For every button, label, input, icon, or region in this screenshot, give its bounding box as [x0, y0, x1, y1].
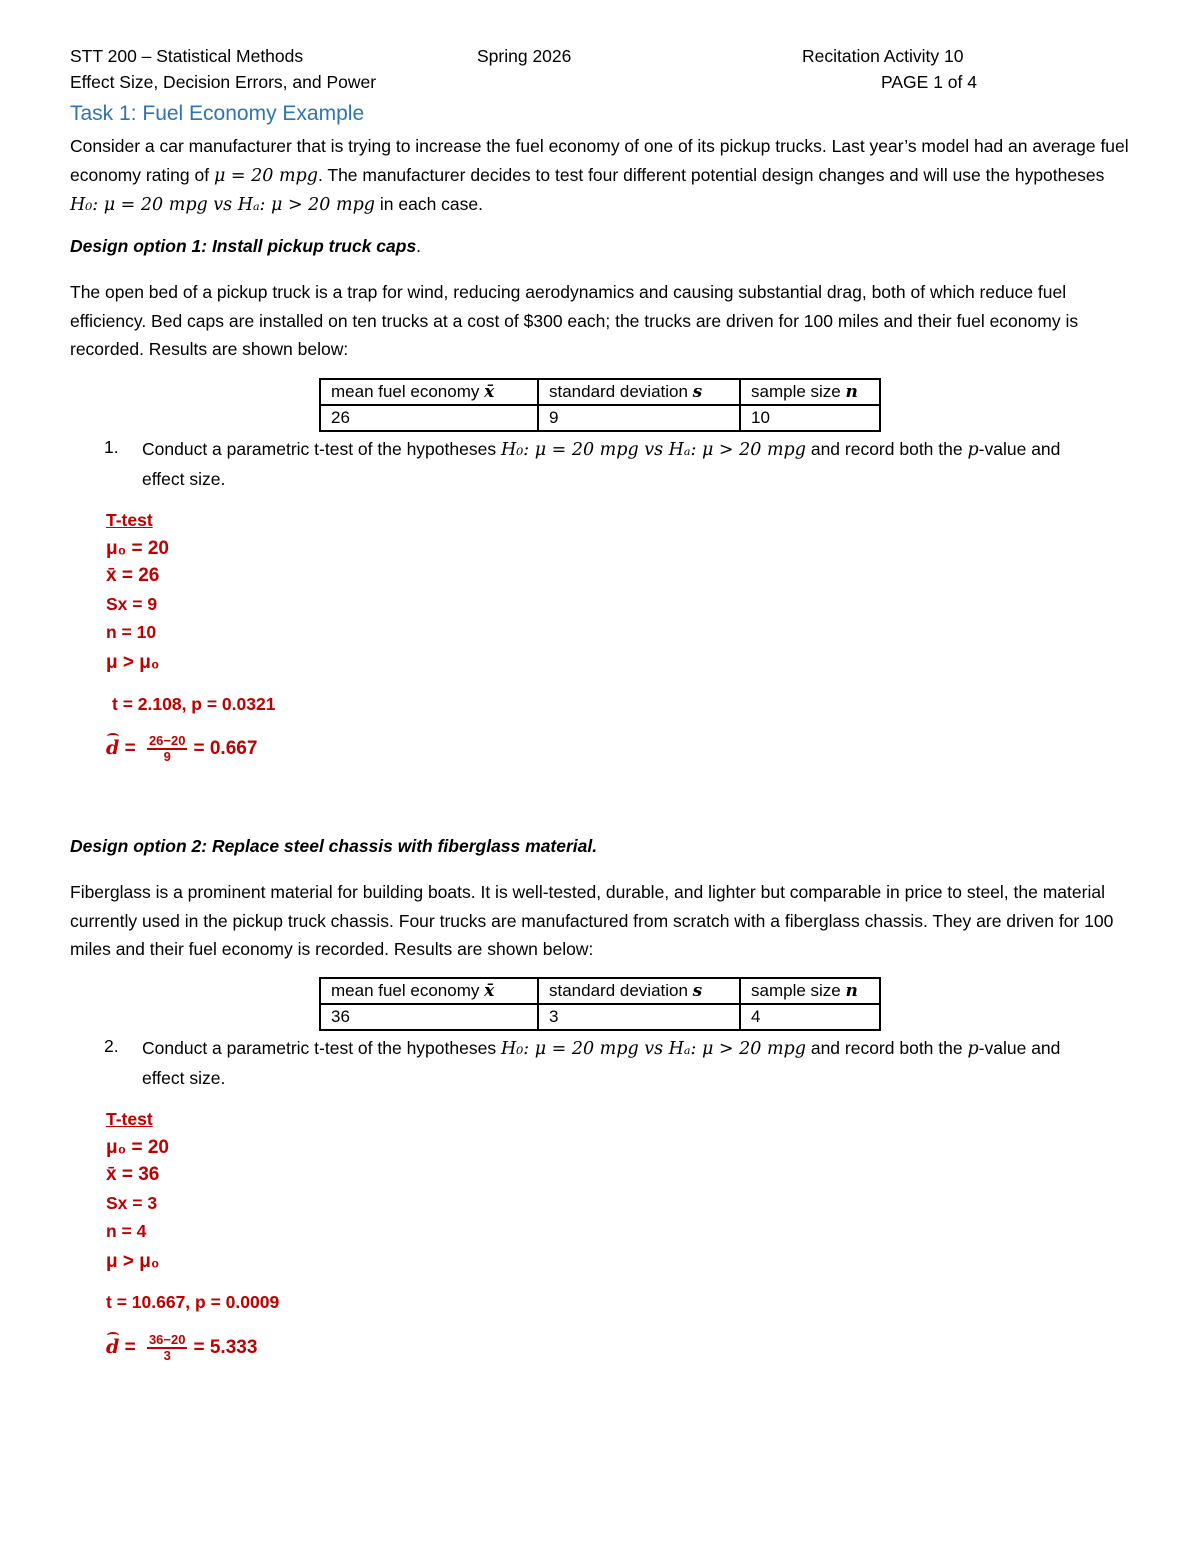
table-row [320, 1004, 880, 1030]
table-header-row [320, 978, 880, 1004]
option2-title-text: Design option 2: Replace steel chassis with fiberglass material [70, 836, 593, 856]
question2-number: 2. [104, 1036, 119, 1056]
header-mean-symbol: x̄ [484, 981, 495, 1001]
fraction-numerator: 26−20 [148, 733, 186, 748]
option2-table [319, 977, 881, 1031]
question1-p: p [967, 440, 979, 460]
intro-text-a: Consider a car manufacturer that is trying to increase the fuel economy of one of its pickup trucks. Last year’s model had an average fuel economy rating of [70, 136, 1129, 185]
option2-description: Fiberglass is a prominent material for building boats. It is well-tested, durable, and lighter but comparable in price to steel, the material currently used in the pickup truck chassis. Four trucks are manufactured from scratch with a fiberglass chassis. They are driven for 100 miles and their fuel economy is recorded. Results are shown below: [70, 882, 1114, 959]
header-sd-symbol: s [692, 382, 703, 402]
solution1-n: n = 10 [106, 622, 157, 642]
option2-title [70, 836, 597, 857]
table-header-row [320, 379, 880, 405]
intro-text-c: in each case. [375, 194, 483, 214]
task-intro [70, 132, 1132, 220]
page-number: PAGE 1 of 4 [881, 72, 977, 92]
header-mean-label: mean fuel economy [331, 981, 485, 1000]
activity-title: Recitation Activity 10 [802, 46, 964, 66]
option1-description: The open bed of a pickup truck is a trap for wind, reducing aerodynamics and causing substantial drag, both of which reduce fuel efficiency. Bed caps are installed on ten trucks at a cost of $300 each; the trucks are driven for 100 miles and their fuel economy is recorded. Results are shown below: [70, 282, 1079, 359]
option1-title-text: Design option 1: Install pickup truck caps [70, 236, 417, 256]
table-row [320, 405, 880, 431]
option1-title-end: . [416, 236, 422, 256]
fraction-numerator: 36−20 [148, 1332, 186, 1347]
question1-text-a: Conduct a parametric t-test of the hypotheses [142, 439, 501, 459]
d-hat-symbol: d [106, 1336, 120, 1359]
header-n-symbol: n [845, 981, 858, 1001]
solution2-sx: Sx = 3 [106, 1193, 158, 1213]
header-n-label: sample size [751, 382, 846, 401]
header-sd [538, 379, 740, 405]
header-sd-label: standard deviation [549, 981, 693, 1000]
header-mean-label: mean fuel economy [331, 382, 485, 401]
header-sd-symbol: s [692, 981, 703, 1001]
question2-text [142, 1034, 1102, 1092]
solution1-effect-size: d = $\frac{26-20}{9}$ = 0.667 [106, 733, 258, 764]
header-n-label: sample size [751, 981, 846, 1000]
fraction-denominator: 3 [163, 1348, 171, 1363]
option1-title [70, 236, 421, 257]
solution2-alt: μ > μ₀ [106, 1251, 160, 1272]
effect-size-value: = 5.333 [193, 1337, 258, 1359]
course-title: STT 200 – Statistical Methods [70, 46, 304, 66]
question1-text-b: and record both the [805, 439, 968, 459]
solution1-xbar: x̄ = 26 [106, 565, 160, 586]
header-mean-symbol: x̄ [484, 382, 495, 402]
question2-text-b: and record both the [805, 1038, 968, 1058]
intro-math-hypotheses: H₀: μ = 20 mpg vs Hₐ: μ > 20 mpg [70, 195, 376, 215]
effect-size-fraction [147, 1333, 188, 1363]
header-n-symbol: n [845, 382, 858, 402]
subtitle: Effect Size, Decision Errors, and Power [70, 72, 377, 92]
solution1-label: T-test [106, 510, 153, 530]
effect-size-fraction [147, 734, 188, 764]
solution2-effect-size: d = $\frac{36-20}{3}$ = 5.333 [106, 1332, 258, 1363]
question1-text [142, 435, 1102, 493]
option2-title-end: . [592, 836, 598, 856]
cell-mean: 36 [320, 1004, 538, 1030]
term: Spring 2026 [477, 46, 572, 66]
cell-sd: 9 [538, 405, 740, 431]
question1-text-c: -value and effect size. [142, 439, 1061, 489]
cell-sd: 3 [538, 1004, 740, 1030]
effect-size-value: = 0.667 [193, 738, 258, 760]
header-sd-label: standard deviation [549, 382, 693, 401]
cell-mean: 26 [320, 405, 538, 431]
solution1-mu0: μ₀ = 20 [106, 538, 169, 559]
question1-number: 1. [104, 437, 119, 457]
question2-p: p [967, 1039, 979, 1059]
header-mean [320, 978, 538, 1004]
d-hat-symbol: d [106, 737, 120, 760]
header-n [740, 379, 880, 405]
header-sd [538, 978, 740, 1004]
question2-text-a: Conduct a parametric t-test of the hypotheses [142, 1038, 501, 1058]
intro-text-b: . The manufacturer decides to test four different potential design changes and will use the hypotheses [317, 164, 1105, 185]
question2-math: H₀: μ = 20 mpg vs Hₐ: μ > 20 mpg [500, 1039, 806, 1059]
solution1-sx: Sx = 9 [106, 594, 158, 614]
solution2-xbar: x̄ = 36 [106, 1164, 160, 1185]
cell-n: 10 [740, 405, 880, 431]
question2-text-c: -value and effect size. [142, 1038, 1061, 1088]
solution2-mu0: μ₀ = 20 [106, 1137, 169, 1158]
solution1-alt: μ > μ₀ [106, 652, 160, 673]
solution2-result: t = 10.667, p = 0.0009 [106, 1292, 280, 1312]
question1-math: H₀: μ = 20 mpg vs Hₐ: μ > 20 mpg [500, 440, 806, 460]
option1-table [319, 378, 881, 432]
header-mean [320, 379, 538, 405]
intro-math-mu: μ = 20 mpg [213, 165, 318, 186]
fraction-denominator: 9 [163, 749, 171, 764]
cell-n: 4 [740, 1004, 880, 1030]
solution2-n: n = 4 [106, 1221, 147, 1241]
task-title: Task 1: Fuel Economy Example [70, 102, 365, 125]
solution2-label: T-test [106, 1109, 153, 1129]
solution1-result: t = 2.108, p = 0.0321 [112, 694, 276, 714]
header-n [740, 978, 880, 1004]
